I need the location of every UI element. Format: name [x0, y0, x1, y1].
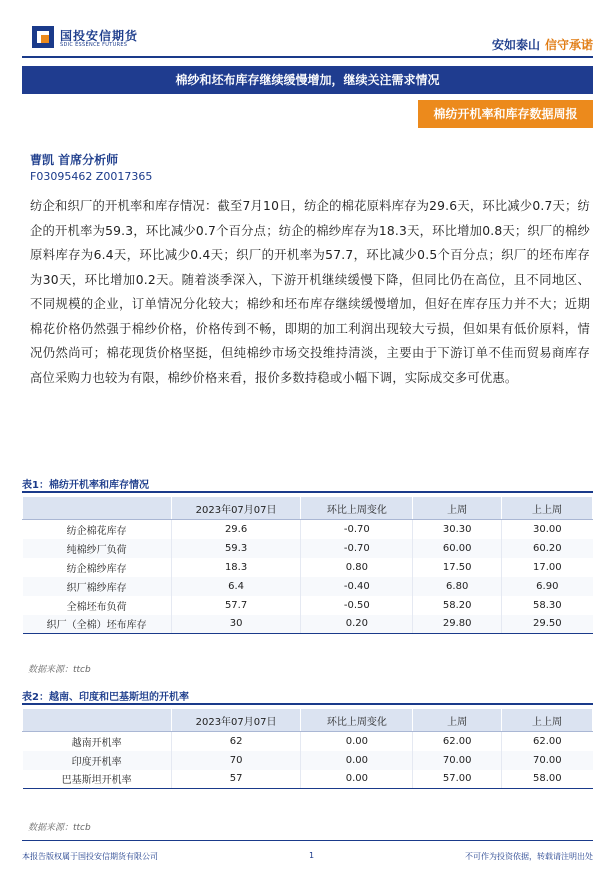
table-row: [23, 596, 593, 615]
table-cell: 18.3: [171, 558, 301, 577]
table-cell: 62.00: [413, 732, 502, 751]
table-cell: 全棉坯布负荷: [66, 601, 127, 613]
table-cell: 70.00: [413, 751, 502, 770]
slogan-part-2: 信守承诺: [544, 38, 593, 52]
report-tag: 棉纺开机率和库存数据周报: [418, 100, 593, 128]
table1-source: 数据来源：ttcb: [28, 665, 91, 675]
table-cell: 越南开机率: [71, 737, 122, 749]
table-cell: 17.50: [413, 558, 502, 577]
slogan: [492, 36, 593, 53]
table-cell: 30.30: [413, 520, 502, 539]
table-cell: 6.90: [502, 577, 593, 596]
table-cell: 30: [171, 615, 301, 634]
table-cell: 62: [171, 732, 301, 751]
table-row: [23, 520, 593, 539]
table-cell: 57.7: [171, 596, 301, 615]
table-cell: 印度开机率: [23, 751, 172, 770]
table-cell: 30.00: [502, 520, 593, 539]
table2: [22, 708, 593, 789]
table-cell: 17.00: [502, 558, 593, 577]
table2-header-cell: 上上周: [502, 709, 593, 732]
table-cell: 纺企棉纱库存: [66, 563, 127, 575]
table-cell: -0.40: [301, 577, 413, 596]
page-header: [0, 0, 615, 58]
table-cell: 纯棉纱厂负荷: [23, 539, 172, 558]
header-divider: [22, 56, 593, 58]
table1-header-cell: 环比上周变化: [301, 497, 413, 520]
table-row: [23, 751, 593, 770]
table-cell: 0.20: [301, 615, 413, 634]
table-cell: 0.80: [301, 558, 413, 577]
table-cell: 巴基斯坦开机率: [23, 770, 172, 789]
table1-header-cell: [23, 497, 172, 520]
logo-text-cn: 国投安信期货: [60, 29, 139, 43]
table-row: [23, 558, 593, 577]
table-cell: 6.4: [171, 577, 301, 596]
table-cell: 0.00: [301, 770, 413, 789]
footer-divider: [22, 840, 593, 841]
table-cell: 58.30: [502, 596, 593, 615]
table-row: [23, 615, 593, 634]
table-row: [23, 539, 593, 558]
table-cell: 29.50: [502, 615, 593, 634]
logo-text-en: SDIC ESSENCE FUTURES: [60, 42, 128, 48]
table2-header-cell: [23, 709, 172, 732]
author-license-ids: F03095462 Z0017365: [30, 170, 153, 183]
table-row: [23, 732, 593, 751]
table-cell: -0.50: [301, 596, 413, 615]
sdic-logo-icon: [32, 26, 54, 48]
table-cell: 0.00: [301, 751, 413, 770]
table2-source: 数据来源：ttcb: [28, 823, 91, 833]
summary-paragraph: 纺企和织厂的开机率和库存情况：截至7月10日，纺企的棉花原料库存为29.6天，环比减少0.7天；纺企的开机率为59.3，环比减少0.7个百分点；纺企的棉纱库存为18.3天，环比增加0.8天；织厂的棉纱原料库存为6.4天，环比减少0.4天；织厂的开机率为57.7，环比减少0.5个百分点；织厂的坯布库存为30天，环比增加0.2天。随着淡季深入，下游开机继续缓慢下降，但同比仍在高位，且不同地区、不同规模的企业，订单情况分化较大；棉纱和坯布库存继续缓慢增加，但好在库存压力并不大；近期棉花价格仍然强于棉纱价格，价格传到不畅，即期的加工利润出现较大亏损，但如果有低价原料，情况仍然尚可；棉花现货价格坚挺，但纯棉纱市场交投维持清淡，主要由于下游订单不佳而贸易商库存高位采购力也较为有限，棉纱价格来看，报价多数持稳或小幅下调，实际成交多可优惠。: [30, 199, 590, 385]
table-cell: 57.00: [413, 770, 502, 789]
table2-header-cell: 环比上周变化: [301, 709, 413, 732]
table-row: [23, 577, 593, 596]
table1-header-cell: 上上周: [502, 497, 593, 520]
table-cell: 29.6: [171, 520, 301, 539]
table1: [22, 496, 593, 634]
table1-header-cell: 2023年07月07日: [171, 497, 301, 520]
table-cell: 59.3: [171, 539, 301, 558]
table-cell: 60.20: [502, 539, 593, 558]
table2-header-cell: 上周: [413, 709, 502, 732]
slogan-part-1: 安如泰山: [491, 38, 540, 52]
table-cell: -0.70: [301, 539, 413, 558]
table-cell: 57: [171, 770, 301, 789]
table-row: [23, 770, 593, 789]
table1-header-row: [23, 497, 593, 520]
table2-header-cell: 2023年07月07日: [171, 709, 301, 732]
table1-header-cell: 上周: [413, 497, 502, 520]
table1-rule: [22, 491, 593, 493]
table-cell: -0.70: [301, 520, 413, 539]
table1-title: 表1：棉纺开机率和库存情况: [22, 480, 149, 491]
report-title: 棉纱和坯布库存继续缓慢增加，继续关注需求情况: [22, 66, 593, 94]
table-cell: 0.00: [301, 732, 413, 751]
table-cell: 62.00: [502, 732, 593, 751]
table-cell: 织厂（全棉）坯布库存: [23, 615, 172, 634]
footer-disclaimer: 不可作为投资依据，转载请注明出处: [465, 852, 593, 861]
table-cell: 29.80: [413, 615, 502, 634]
table-cell: 60.00: [413, 539, 502, 558]
table2-header-row: [23, 709, 593, 732]
table-cell: 70: [171, 751, 301, 770]
table-cell: 6.80: [413, 577, 502, 596]
table-cell: 织厂棉纱库存: [23, 577, 172, 596]
page-number: 1: [309, 851, 315, 860]
table2-title: 表2：越南、印度和巴基斯坦的开机率: [22, 692, 189, 703]
table-cell: 纺企棉花库存: [66, 525, 127, 537]
table-cell: 58.20: [413, 596, 502, 615]
footer-copyright: 本报告版权属于国投安信期货有限公司: [22, 852, 158, 861]
table-cell: 70.00: [502, 751, 593, 770]
table-cell: 58.00: [502, 770, 593, 789]
author-name: 曹凯 首席分析师: [30, 153, 119, 167]
table2-rule: [22, 703, 593, 705]
